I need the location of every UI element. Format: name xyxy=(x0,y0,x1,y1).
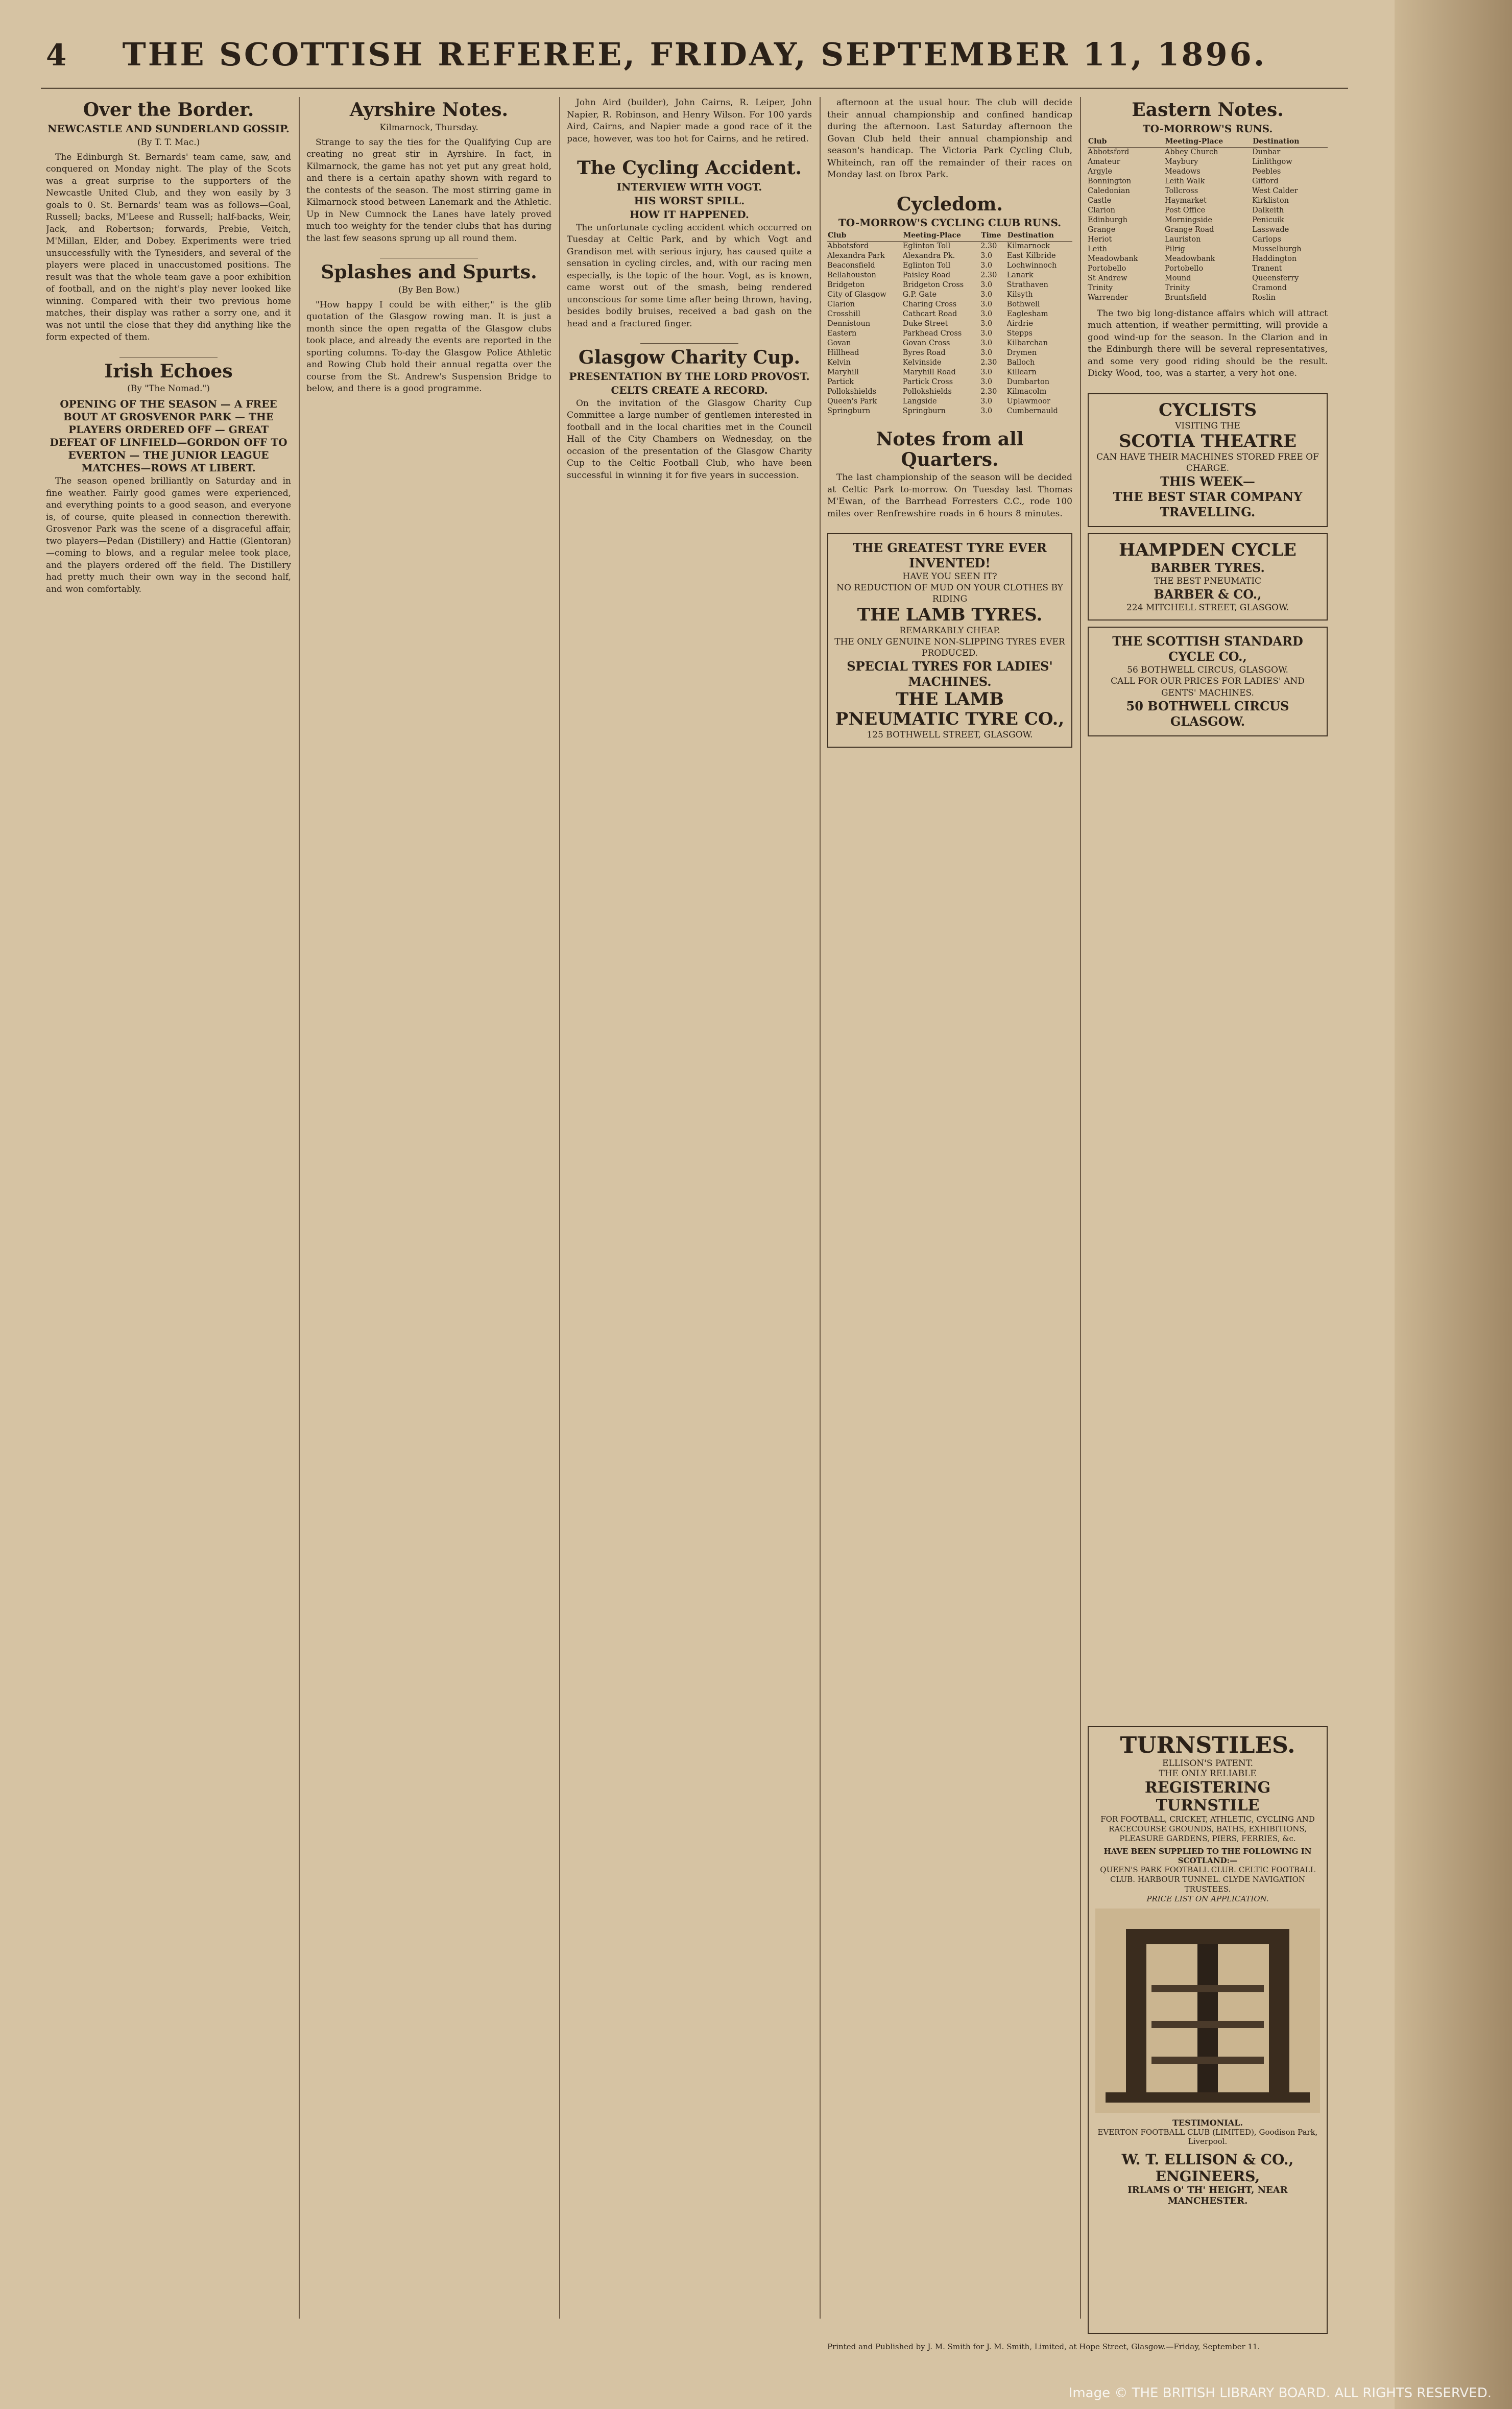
column-rule xyxy=(559,97,560,2319)
table-cell: Hillhead xyxy=(827,349,859,357)
table-cell: Kelvin xyxy=(827,359,851,367)
table-cell: Charing Cross xyxy=(902,300,957,309)
table-cell: 2.30 xyxy=(980,242,997,251)
column-1 xyxy=(46,97,291,2319)
table-cell: Dumbarton xyxy=(1006,378,1050,387)
table-cell: Eastern xyxy=(827,329,857,338)
table-row xyxy=(1088,147,1328,157)
ad-line: 56 BOTHWELL CIRCUS, GLASGOW. xyxy=(1127,665,1288,676)
article-text: The season opened brilliantly on Saturday and in fine weather. Fairly good games were experienced, and everything points to a good season, and everyone is, of course, quite pleased in connection therewith. Grosvenor Park was the scene of a disgraceful affair, two players—Pedan (Distillery) and Hattie (Glentoran)—coming to blows, and a regular melee took place, and the players ordered off the field. The Distillery had pretty much their own way in the second half, and won comfortably. xyxy=(46,476,291,594)
table-header-cell: Meeting-Place xyxy=(1165,136,1252,148)
ad-line: THE ONLY GENUINE NON-SLIPPING TYRES EVER PRODUCED. xyxy=(834,636,1065,658)
table-row xyxy=(827,348,1072,358)
table-row xyxy=(827,300,1072,309)
table-cell: Govan xyxy=(827,339,851,348)
table-cell: Kilmacolm xyxy=(1006,388,1047,396)
article-subheading: PRESENTATION BY THE LORD PROVOST. xyxy=(569,370,810,383)
ad-line: THE ONLY RELIABLE xyxy=(1159,1769,1257,1779)
table-cell: 2.30 xyxy=(980,359,997,367)
table-cell: Kelvinside xyxy=(902,359,942,367)
table-cell: Cathcart Road xyxy=(902,310,957,319)
table-cell: City of Glasgow xyxy=(827,291,886,299)
table-cell: Clarion xyxy=(827,300,855,309)
table-cell: Tranent xyxy=(1252,264,1282,273)
table-cell: Paisley Road xyxy=(902,271,951,280)
article-byline: (By T. T. Mac.) xyxy=(137,137,200,148)
table-cell: Maryhill xyxy=(827,368,859,377)
table-cell: Trinity xyxy=(1088,283,1113,292)
table-cell: Queen's Park xyxy=(827,397,877,406)
table-cell: Crosshill xyxy=(827,310,860,319)
masthead xyxy=(41,31,1348,89)
table-cell: Abbey Church xyxy=(1164,148,1218,156)
table-cell: Killearn xyxy=(1006,368,1037,377)
ad-caption: TESTIMONIAL. xyxy=(1172,2118,1243,2128)
table-cell: St Andrew xyxy=(1088,274,1127,282)
table-cell: Dalkeith xyxy=(1252,206,1284,214)
table-cell: Bridgeton xyxy=(827,281,865,290)
table-cell: 3.0 xyxy=(980,407,993,416)
table-row xyxy=(827,280,1072,290)
table-header-cell: Meeting-Place xyxy=(903,230,980,242)
table-cell: 3.0 xyxy=(980,300,993,309)
table-header-cell: Time xyxy=(980,230,1007,242)
table-cell: Maryhill Road xyxy=(902,368,956,377)
article-subheading: TO-MORROW'S RUNS. xyxy=(1142,122,1273,135)
table-cell: Leith Walk xyxy=(1164,177,1205,185)
table-cell: Argyle xyxy=(1088,167,1113,176)
ad-line: TURNSTILES. xyxy=(1120,1732,1295,1758)
ad-line: PRICE LIST ON APPLICATION. xyxy=(1146,1894,1269,1903)
table-cell: Bridgeton Cross xyxy=(902,281,964,290)
advert-hampden-cycles xyxy=(1088,533,1328,621)
table-cell: Dunbar xyxy=(1252,148,1281,156)
table-cell: Heriot xyxy=(1088,235,1112,244)
article-continuation xyxy=(827,97,1072,181)
table-header-cell: Destination xyxy=(1007,230,1072,242)
article-subheading: HOW IT HAPPENED. xyxy=(630,208,749,221)
table-cell: East Kilbride xyxy=(1006,252,1056,260)
article-text: "How happy I could be with either," is the glib quotation of the Glasgow rowing man. It is just a month since the open regatta of the Glasgow clubs took place, and already the events are reported in the sporting columns. To-day the Glasgow Police Athletic and Rowing Club hold their annual regatta over the course from the St. Andrew's Suspension Bridge to below, and there is a good programme. xyxy=(306,299,551,394)
table-cell: Morningside xyxy=(1164,216,1212,224)
table-cell: Partick Cross xyxy=(902,378,953,387)
table-cell: Musselburgh xyxy=(1252,245,1302,253)
ad-line: THE SCOTTISH STANDARD xyxy=(1112,634,1303,649)
table-row xyxy=(827,397,1072,407)
divider xyxy=(640,343,738,344)
table-cell: Bellahouston xyxy=(827,271,876,280)
ad-line: CYCLE CO., xyxy=(1168,649,1247,664)
ad-line: ELLISON'S PATENT. xyxy=(1162,1758,1253,1769)
article-heading: Splashes and Spurts. xyxy=(321,261,537,283)
ad-line: VISITING THE xyxy=(1175,420,1240,431)
advert-scottish-standard-cycle xyxy=(1088,627,1328,736)
table-cell: Leith xyxy=(1088,245,1108,253)
table-cell: Castle xyxy=(1088,196,1112,205)
table-cell: Lasswade xyxy=(1252,225,1289,234)
binding-gutter xyxy=(1395,0,1512,2409)
ad-line: HAVE BEEN SUPPLIED TO THE FOLLOWING IN SCOTLAND:— xyxy=(1103,1847,1312,1865)
advert-lamb-tyres xyxy=(827,533,1072,748)
table-cell: 3.0 xyxy=(980,320,993,328)
table-cell: Mound xyxy=(1164,274,1191,282)
image-credit: Image © THE BRITISH LIBRARY BOARD. ALL RIGHTS RESERVED. xyxy=(1068,2386,1492,2401)
table-cell: Warrender xyxy=(1088,293,1128,302)
table-cell: 3.0 xyxy=(980,291,993,299)
article-text: The unfortunate cycling accident which occurred on Tuesday at Celtic Park, and by which Vogt and Grandison met with serious injury, has caused quite a sensation in cycling circles, and, with our racing men especially, is the topic of the hour. Vogt, as is known, came worst out of the smash, being rendered unconscious for some time after being thrown, having, besides bodily bruises, received a bad gash on the head and a fractured finger. xyxy=(567,222,812,329)
ad-line: 224 MITCHELL STREET, GLASGOW. xyxy=(1126,603,1289,613)
table-cell: Tollcross xyxy=(1164,186,1198,195)
newspaper-title: THE SCOTTISH REFEREE, FRIDAY, SEPTEMBER 11, 1896. xyxy=(122,36,1267,73)
ad-line: BARBER & CO., xyxy=(1154,587,1262,602)
article-subheading: OPENING OF THE SEASON — A FREE BOUT AT GROSVENOR PARK — THE PLAYERS ORDERED OFF — GREAT DEFEAT OF LINFIELD—GORDON OFF TO EVERTON — THE JUNIOR LEAGUE MATCHES—ROWS AT LIBERT. xyxy=(50,398,287,474)
table-row xyxy=(1088,264,1328,274)
ad-line: HAMPDEN CYCLE xyxy=(1119,540,1297,561)
article-text: John Aird (builder), John Cairns, R. Leiper, John Napier, R. Robinson, and Henry Wilson. For 100 yards Aird, Cairns, and Napier made a good race of it the pace, however, was too hot for Cairns, and he retired. xyxy=(567,98,812,144)
table-cell: Partick xyxy=(827,378,854,387)
table-cell: 3.0 xyxy=(980,261,993,270)
table-cell: Trinity xyxy=(1164,283,1190,292)
article-text: On the invitation of the Glasgow Charity Cup Committee a large number of gentlemen interested in football and in the local charities met in the Council Hall of the City Chambers on Wednesday, on the occasion of the presentation of the Glasgow Charity Cup to the Celtic Football Club, who have been successful in winning it for five years in succession. xyxy=(567,398,812,481)
article-ayrshire-notes xyxy=(306,100,551,245)
table-row xyxy=(1088,177,1328,186)
table-cell: Eaglesham xyxy=(1006,310,1048,319)
ad-line: CAN HAVE THEIR MACHINES STORED FREE OF CHARGE. xyxy=(1096,451,1319,473)
article-text: Strange to say the ties for the Qualifying Cup are creating no great stir in Ayrshire. In fact, in Kilmarnock, the game has not yet put any great hold, and there is a certain apathy shown with regard to the contests of the season. The most stirring game in Kilmarnock stood between Lanemark and the Athletic. Up in New Cumnock the Lanes have lately proved much too weighty for the tender clubs that has during the last few seasons sprung up all round them. xyxy=(306,137,551,244)
ad-line: CYCLISTS xyxy=(1158,399,1257,420)
article-byline: (By Ben Bow.) xyxy=(398,284,460,295)
table-cell: 3.0 xyxy=(980,368,993,377)
table-cell: Lochwinnoch xyxy=(1006,261,1057,270)
table-cell: Meadowbank xyxy=(1164,254,1215,263)
table-cell: Drymen xyxy=(1006,349,1037,357)
ad-line: BARBER TYRES. xyxy=(1150,560,1265,576)
table-cell: 3.0 xyxy=(980,397,993,406)
article-heading: Ayrshire Notes. xyxy=(349,99,509,121)
column-rule xyxy=(1080,97,1081,2319)
ad-line: 50 BOTHWELL CIRCUS GLASGOW. xyxy=(1126,698,1289,729)
table-cell: Linlithgow xyxy=(1252,157,1292,166)
article-heading: Eastern Notes. xyxy=(1132,99,1284,121)
table-cell: Clarion xyxy=(1088,206,1116,214)
ad-line: QUEEN'S PARK FOOTBALL CLUB. CELTIC FOOTBALL CLUB. HARBOUR TUNNEL. CLYDE NAVIGATION TRUSTEES. xyxy=(1100,1865,1315,1894)
table-cell: Haymarket xyxy=(1164,196,1207,205)
table-cell: 3.0 xyxy=(980,378,993,387)
table-cell: Uplawmoor xyxy=(1006,397,1050,406)
table-cell: Bothwell xyxy=(1006,300,1040,309)
ad-line: THE LAMB TYRES. xyxy=(857,604,1043,625)
column-rule xyxy=(820,97,821,2319)
table-cell: Airdrie xyxy=(1006,320,1034,328)
table-cell: Stepps xyxy=(1006,329,1033,338)
table-row xyxy=(1088,157,1328,167)
turnstile-illustration xyxy=(1095,1909,1320,2113)
table-row xyxy=(827,387,1072,397)
ad-line: THE BEST PNEUMATIC xyxy=(1154,576,1262,587)
article-heading: Irish Echoes xyxy=(104,360,233,382)
table-cell: Post Office xyxy=(1164,206,1206,214)
ad-line: THE LAMB PNEUMATIC TYRE CO., xyxy=(835,688,1065,730)
table-cell: Roslin xyxy=(1252,293,1276,302)
table-row xyxy=(1088,245,1328,254)
table-row xyxy=(1088,225,1328,235)
table-header-cell: Club xyxy=(827,230,903,242)
table-row xyxy=(1088,283,1328,293)
table-cell: Parkhead Cross xyxy=(902,329,962,338)
article-glasgow-charity-cup xyxy=(567,348,812,482)
table-row xyxy=(1088,206,1328,216)
article-notes-from-all-quarters xyxy=(827,430,1072,520)
table-cell: Maybury xyxy=(1164,157,1198,166)
table-row xyxy=(1088,274,1328,283)
ad-line: W. T. ELLISON & CO., ENGINEERS, xyxy=(1121,2151,1294,2185)
ad-line: TRAVELLING. xyxy=(1160,505,1256,520)
column-2 xyxy=(306,97,551,2319)
table-cell: Alexandra Pk. xyxy=(902,252,955,260)
table-cell: Eglinton Toll xyxy=(902,261,951,270)
table-cell: Portobello xyxy=(1164,264,1204,273)
article-cycledom xyxy=(827,195,1072,417)
table-cell: Meadows xyxy=(1164,167,1201,176)
table-cell: Grange Road xyxy=(1164,225,1214,234)
table-cell: Duke Street xyxy=(902,320,948,328)
table-cell: 3.0 xyxy=(980,281,993,290)
ad-line: HAVE YOU SEEN IT? xyxy=(902,571,997,582)
table-row xyxy=(1088,216,1328,225)
table-cell: Strathaven xyxy=(1006,281,1048,290)
column-3 xyxy=(567,97,812,2319)
table-cell: Abbotsford xyxy=(1088,148,1130,156)
table-cell: Pilrig xyxy=(1164,245,1185,253)
advert-scotia-theatre xyxy=(1088,393,1328,527)
table-header-cell: Club xyxy=(1088,136,1165,148)
article-subheading: NEWCASTLE AND SUNDERLAND GOSSIP. xyxy=(47,122,290,135)
table-cell: Govan Cross xyxy=(902,339,950,348)
table-cell: Pollokshields xyxy=(827,388,877,396)
table-cell: Kilbarchan xyxy=(1006,339,1048,348)
table-cell: Bruntsfield xyxy=(1164,293,1207,302)
table-cell: 3.0 xyxy=(980,329,993,338)
table-cell: Alexandra Park xyxy=(827,252,885,260)
ad-line: EVERTON FOOTBALL CLUB (LIMITED), Goodison Park, Liverpool. xyxy=(1097,2128,1318,2146)
table-cell: 2.30 xyxy=(980,388,997,396)
table-cell: Portobello xyxy=(1088,264,1126,273)
table-cell: Lanark xyxy=(1006,271,1034,280)
table-cell: Kilmarnock xyxy=(1006,242,1050,251)
table-cell: Byres Road xyxy=(902,349,946,357)
table-cell: Langside xyxy=(902,397,937,406)
table-row xyxy=(827,251,1072,261)
table-cell: Pollokshields xyxy=(902,388,952,396)
article-byline: Kilmarnock, Thursday. xyxy=(379,122,478,133)
article-heading: Notes from all Quarters. xyxy=(876,428,1024,470)
cycling-runs-table xyxy=(827,230,1072,416)
table-cell: Gifford xyxy=(1252,177,1279,185)
ad-line: REGISTERING TURNSTILE xyxy=(1144,1779,1271,1815)
article-heading: The Cycling Accident. xyxy=(577,157,802,179)
table-row xyxy=(1088,235,1328,245)
ad-line: 125 BOTHWELL STREET, GLASGOW. xyxy=(867,730,1033,741)
table-row xyxy=(1088,186,1328,196)
table-cell: Beaconsfield xyxy=(827,261,875,270)
eastern-runs-table xyxy=(1088,136,1328,303)
article-text: The two big long-distance affairs which will attract much attention, if weather permitting, will provide a good wind-up for the season. In the Clarion and in the Edinburgh there will be several representatives, and some very good riding should be the result. Dicky Wood, too, was a starter, a very hot one. xyxy=(1088,308,1328,379)
article-over-the-border xyxy=(46,100,291,344)
table-cell: 3.0 xyxy=(980,252,993,260)
table-cell: 3.0 xyxy=(980,310,993,319)
table-row xyxy=(827,358,1072,368)
table-cell: G.P. Gate xyxy=(902,291,937,299)
table-cell: Lauriston xyxy=(1164,235,1201,244)
column-4 xyxy=(827,97,1072,2319)
ad-line: NO REDUCTION OF MUD ON YOUR CLOTHES BY RIDING xyxy=(836,583,1063,605)
article-heading: Glasgow Charity Cup. xyxy=(578,347,801,369)
page-number: 4 xyxy=(46,38,67,73)
ad-line: SCOTIA THEATRE xyxy=(1119,431,1297,451)
table-cell: Kilsyth xyxy=(1006,291,1033,299)
table-cell: Balloch xyxy=(1006,359,1035,367)
table-row xyxy=(827,309,1072,319)
ad-line: FOR FOOTBALL, CRICKET, ATHLETIC, CYCLING AND RACECOURSE GROUNDS, BATHS, EXHIBITIONS, PLEASURE GARDENS, PIERS, FERRIES, &c. xyxy=(1100,1815,1315,1843)
table-row xyxy=(1088,254,1328,264)
table-cell: 3.0 xyxy=(980,339,993,348)
table-row xyxy=(827,377,1072,387)
table-cell: Springburn xyxy=(902,407,946,416)
table-cell: 2.30 xyxy=(980,271,997,280)
column-rule xyxy=(299,97,300,2319)
table-cell: Peebles xyxy=(1252,167,1281,176)
table-cell: Grange xyxy=(1088,225,1116,234)
table-cell: Meadowbank xyxy=(1088,254,1138,263)
article-heading: Over the Border. xyxy=(83,99,254,121)
article-cycling-accident xyxy=(567,158,812,330)
table-cell: Caledonian xyxy=(1088,186,1130,195)
article-subheading: HIS WORST SPILL. xyxy=(634,194,745,207)
table-row xyxy=(827,242,1072,252)
table-row xyxy=(827,261,1072,271)
table-cell: Bonnington xyxy=(1088,177,1132,185)
ad-line: SPECIAL TYRES FOR LADIES' MACHINES. xyxy=(847,658,1053,689)
table-cell: Penicuik xyxy=(1252,216,1284,224)
table-row xyxy=(827,407,1072,416)
table-row xyxy=(827,319,1072,329)
table-cell: Dennistoun xyxy=(827,320,871,328)
ad-line: CALL FOR OUR PRICES FOR LADIES' AND GENTS' MACHINES. xyxy=(1111,676,1305,698)
table-cell: Kirkliston xyxy=(1252,196,1289,205)
table-row xyxy=(827,339,1072,348)
article-subheading: CELTS CREATE A RECORD. xyxy=(611,384,768,396)
table-cell: Eglinton Toll xyxy=(902,242,951,251)
article-subheading: INTERVIEW WITH VOGT. xyxy=(616,180,762,193)
article-splashes-and-spurts xyxy=(306,263,551,395)
table-row xyxy=(827,271,1072,280)
table-cell: Edinburgh xyxy=(1088,216,1128,224)
table-cell: 3.0 xyxy=(980,349,993,357)
ad-line: THE GREATEST TYRE EVER INVENTED! xyxy=(853,540,1047,571)
advert-turnstiles xyxy=(1088,1726,1328,2334)
table-header-cell: Destination xyxy=(1252,136,1328,148)
table-cell: Cumbernauld xyxy=(1006,407,1058,416)
imprint: Printed and Published by J. M. Smith for J. M. Smith, Limited, at Hope Street, Glasgow.—Friday, September 11. xyxy=(827,2342,1260,2351)
article-text: afternoon at the usual hour. The club will decide their annual championship and confined handicap during the afternoon. Last Saturday afternoon the Govan Club held their annual championship and season's handicap. The Victoria Park Cycling Club, Whiteinch, ran off the remainder of their races on Monday last on Ibrox Park. xyxy=(827,98,1072,180)
table-cell: Carlops xyxy=(1252,235,1281,244)
article-continuation xyxy=(567,97,812,145)
article-text: The last championship of the season will be decided at Celtic Park to-morrow. On Tuesday last Thomas M'Ewan, of the Barrhead Forresters C.C., rode 100 miles over Renfrewshire roads in 6 hours 8 minutes. xyxy=(827,472,1072,519)
ad-line: THIS WEEK— xyxy=(1160,474,1255,489)
table-cell: Haddington xyxy=(1252,254,1297,263)
article-subheading: TO-MORROW'S CYCLING CLUB RUNS. xyxy=(838,217,1062,229)
table-row xyxy=(827,290,1072,300)
table-row xyxy=(1088,167,1328,177)
table-cell: Abbotsford xyxy=(827,242,869,251)
ad-line: REMARKABLY CHEAP. xyxy=(899,625,1000,636)
table-row xyxy=(827,329,1072,339)
article-eastern-notes xyxy=(1088,100,1328,380)
article-heading: Cycledom. xyxy=(897,193,1003,215)
table-cell: West Calder xyxy=(1252,186,1298,195)
article-irish-echoes xyxy=(46,362,291,596)
table-cell: Amateur xyxy=(1088,157,1120,166)
table-row xyxy=(1088,196,1328,206)
table-row xyxy=(1088,293,1328,303)
table-cell: Cramond xyxy=(1252,283,1287,292)
ad-line: THE BEST STAR COMPANY xyxy=(1113,489,1303,505)
table-cell: Queensferry xyxy=(1252,274,1299,282)
article-byline: (By "The Nomad.") xyxy=(127,384,210,394)
ad-line: IRLAMS O' TH' HEIGHT, NEAR MANCHESTER. xyxy=(1127,2185,1288,2206)
table-row xyxy=(827,368,1072,377)
article-text: The Edinburgh St. Bernards' team came, saw, and conquered on Monday night. The play of the Scots was a great surprise to the supporters of the Newcastle United Club, and they won easily by 3 goals to 0. St. Bernards' team was as follows—Goal, Russell; backs, M'Leese and Russell; half-backs, Weir, Jack, and Robertson; forwards, Prebie, Veitch, M'Millan, Elder, and Dobey. Experiments were tried unsuccessfully with the Tynesiders, and several of the players were placed in unaccustomed positions. The result was that the whole team gave a poor exhibition of football, and on the night's play never looked like winning. Compared with their two previous home matches, their display was rather a sorry one, and it was not until the close that they did anything like the form expected of them. xyxy=(46,152,291,343)
table-cell: Springburn xyxy=(827,407,871,416)
